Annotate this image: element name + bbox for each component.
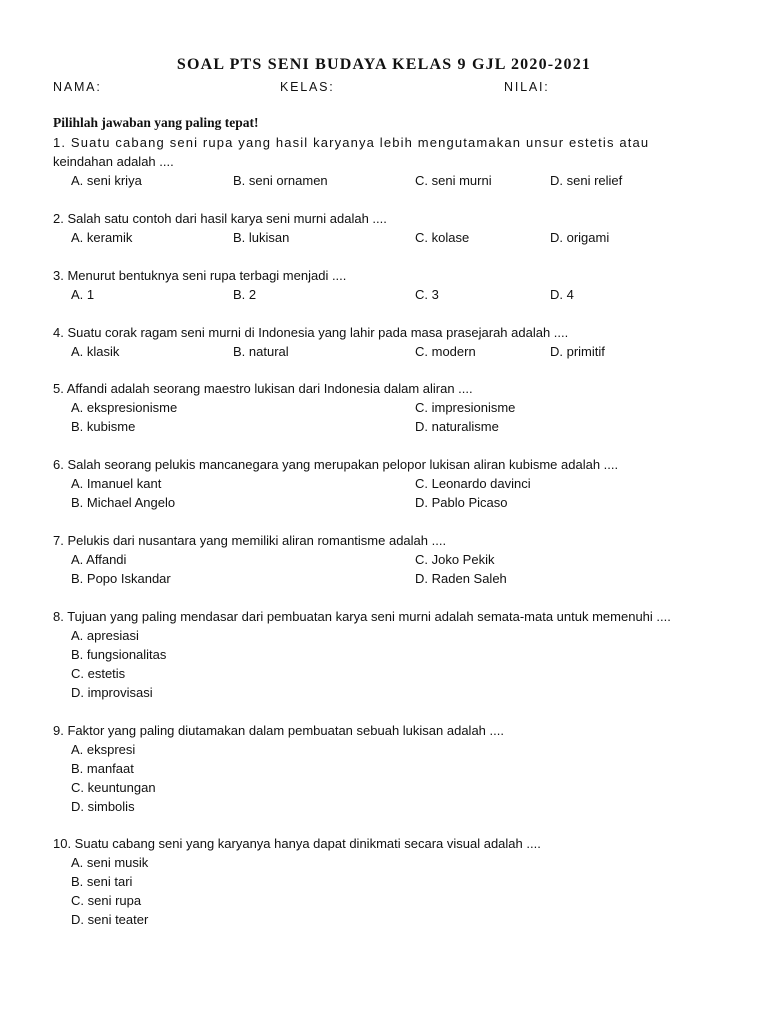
option-b[interactable]: B. natural [233, 344, 289, 359]
option-d[interactable]: D. primitif [550, 344, 605, 359]
option-a[interactable]: A. seni musik [71, 855, 149, 870]
question-text: 9. Faktor yang paling diutamakan dalam pembuatan sebuah lukisan adalah .... [53, 723, 504, 738]
option-c[interactable]: C. impresionisme [415, 400, 516, 415]
question-text: 4. Suatu corak ragam seni murni di Indonesia yang lahir pada masa prasejarah adalah .... [53, 325, 569, 340]
option-a[interactable]: A. ekspresionisme [71, 400, 178, 415]
question-8 [53, 607, 713, 700]
option-d[interactable]: D. seni relief [550, 173, 623, 188]
question-text: 3. Menurut bentuknya seni rupa terbagi menjadi .... [53, 268, 347, 283]
nama-label: NAMA: [53, 80, 102, 94]
option-a[interactable]: A. keramik [71, 230, 133, 245]
option-a[interactable]: A. ekspresi [71, 742, 136, 757]
question-text: 2. Salah satu contoh dari hasil karya seni murni adalah .... [53, 211, 387, 226]
option-a[interactable]: A. apresiasi [71, 628, 139, 643]
option-d[interactable]: D. Raden Saleh [415, 571, 507, 586]
question-text: 5. Affandi adalah seorang maestro lukisan dari Indonesia dalam aliran .... [53, 381, 473, 396]
instruction-text: Pilihlah jawaban yang paling tepat! [53, 115, 259, 130]
option-b[interactable]: B. Michael Angelo [71, 495, 176, 510]
option-c[interactable]: C. seni murni [415, 173, 492, 188]
option-a[interactable]: A. 1 [71, 287, 95, 302]
question-text: 1. Suatu cabang seni rupa yang hasil karyanya lebih mengutamakan unsur estetis atau [53, 135, 650, 150]
option-c[interactable]: C. seni rupa [71, 893, 142, 908]
student-info-row [0, 80, 768, 98]
option-b[interactable]: B. manfaat [71, 761, 134, 776]
option-a[interactable]: A. Imanuel kant [71, 476, 162, 491]
option-b[interactable]: B. seni tari [71, 874, 133, 889]
page-title: SOAL PTS SENI BUDAYA KELAS 9 GJL 2020-2021 [176, 56, 592, 73]
option-a[interactable]: A. seni kriya [71, 173, 142, 188]
option-d[interactable]: D. simbolis [71, 799, 135, 814]
question-5 [53, 379, 713, 434]
question-text: 6. Salah seorang pelukis mancanegara yang merupakan pelopor lukisan aliran kubisme adalah .... [53, 457, 619, 472]
question-text: 10. Suatu cabang seni yang karyanya hanya dapat dinikmati secara visual adalah .... [53, 836, 541, 851]
option-b[interactable]: B. seni ornamen [233, 173, 328, 188]
question-2 [53, 209, 713, 245]
option-a[interactable]: A. Affandi [71, 552, 127, 567]
question-text: 8. Tujuan yang paling mendasar dari pembuatan karya seni murni adalah semata-mata untuk memenuhi .... [53, 609, 671, 624]
option-d[interactable]: D. improvisasi [71, 685, 153, 700]
question-4 [53, 323, 713, 359]
option-d[interactable]: D. Pablo Picaso [415, 495, 508, 510]
option-b[interactable]: B. 2 [233, 287, 257, 302]
option-c[interactable]: C. Joko Pekik [415, 552, 495, 567]
option-d[interactable]: D. naturalisme [415, 419, 499, 434]
option-c[interactable]: C. estetis [71, 666, 126, 681]
option-d[interactable]: D. 4 [550, 287, 574, 302]
option-a[interactable]: A. klasik [71, 344, 120, 359]
option-c[interactable]: C. 3 [415, 287, 439, 302]
question-10 [53, 834, 713, 927]
option-c[interactable]: C. Leonardo davinci [415, 476, 531, 491]
option-c[interactable]: C. kolase [415, 230, 470, 245]
option-c[interactable]: C. keuntungan [71, 780, 156, 795]
question-7 [53, 531, 713, 586]
question-1 [53, 133, 713, 188]
option-b[interactable]: B. kubisme [71, 419, 136, 434]
option-d[interactable]: D. seni teater [71, 912, 149, 927]
option-b[interactable]: B. fungsionalitas [71, 647, 167, 662]
option-d[interactable]: D. origami [550, 230, 610, 245]
option-b[interactable]: B. Popo Iskandar [71, 571, 171, 586]
nilai-label: NILAI: [504, 80, 550, 94]
question-9 [53, 721, 713, 814]
question-text-continued: keindahan adalah .... [53, 154, 174, 169]
kelas-label: KELAS: [280, 80, 335, 94]
option-c[interactable]: C. modern [415, 344, 476, 359]
question-3 [53, 266, 713, 302]
question-6 [53, 455, 713, 510]
question-text: 7. Pelukis dari nusantara yang memiliki aliran romantisme adalah .... [53, 533, 447, 548]
option-b[interactable]: B. lukisan [233, 230, 290, 245]
